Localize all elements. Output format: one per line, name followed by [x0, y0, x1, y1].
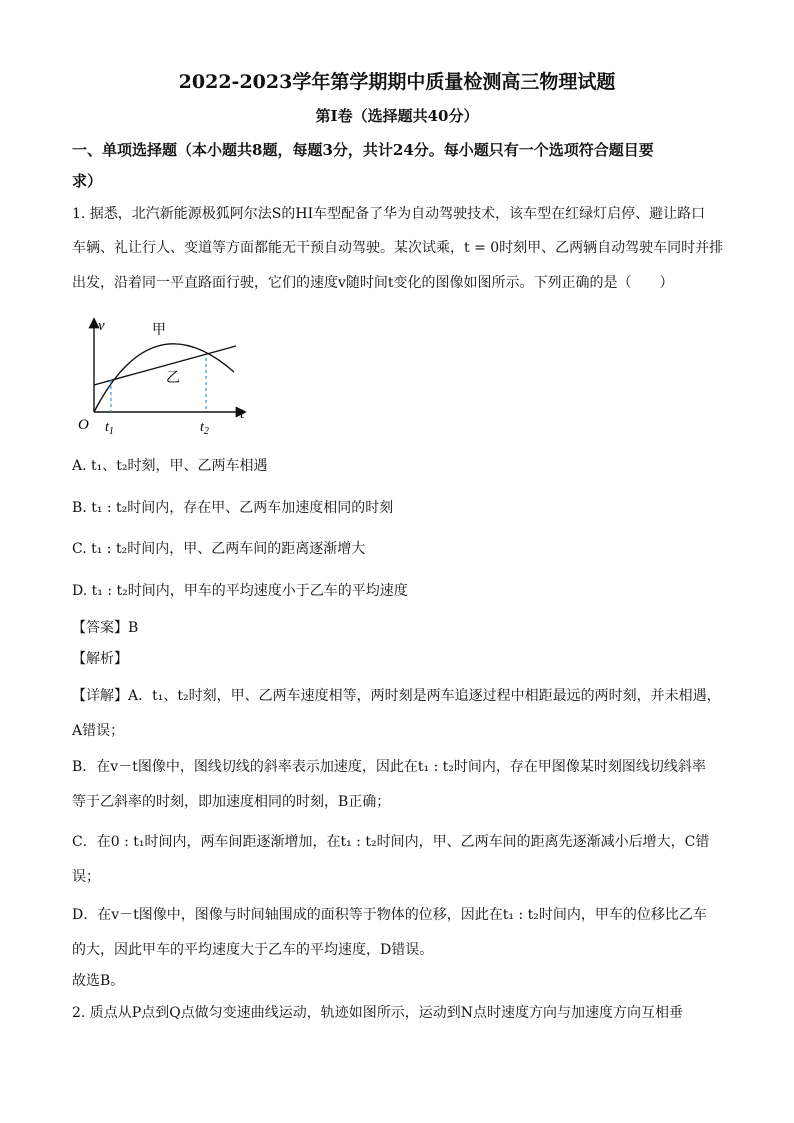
- yi-label: 乙: [166, 371, 180, 386]
- detail-line1: 【详解】A．t₁、t₂时刻，甲、乙两车速度相等，两时刻是两车追逐过程中相距最远的两时刻，并未相遇，: [72, 688, 721, 704]
- detail-line4: 等于乙斜率的时刻，即加速度相同的时刻，B正确；: [72, 794, 391, 810]
- answer-label: 【答案】B: [72, 620, 139, 636]
- t-label: t: [240, 406, 245, 422]
- section-subtitle: 第I卷（选择题共40分）: [315, 107, 479, 125]
- yi-line: [94, 346, 236, 385]
- page-title: 2022-2023学年第学期期中质量检测高三物理试题: [178, 71, 616, 93]
- detail-line3: B．在v－t图像中，图线切线的斜率表示加速度，因此在t₁ : t₂时间内，存在甲图像某时刻图线切线斜率: [72, 759, 706, 775]
- t1-label: $t_1$: [105, 420, 114, 437]
- velocity-time-graph: [74, 310, 264, 440]
- question1-line1: 1. 据悉，北汽新能源极狐阿尔法S的HI车型配备了华为自动驾驶技术，该车型在红绿灯启停、避让路口: [72, 206, 706, 222]
- option-d: D. t₁ : t₂时间内，甲车的平均速度小于乙车的平均速度: [72, 583, 408, 599]
- option-c: C. t₁ : t₂时间内，甲、乙两车间的距离逐渐增大: [72, 541, 366, 557]
- section-heading-line1: 一、单项选择题（本小题共8题，每题3分，共计24分。每小题只有一个选项符合题目要: [72, 141, 654, 159]
- t2-label: $t_2$: [200, 420, 209, 437]
- detail-line5: C．在0 : t₁时间内，两车间距逐渐增加，在t₁ : t₂时间内，甲、乙两车间的距离先逐渐减小后增大，C错: [72, 834, 710, 850]
- origin-label: O: [78, 417, 89, 433]
- analysis-label: 【解析】: [72, 651, 128, 667]
- question1-line2: 车辆、礼让行人、变道等方面都能无干预自动驾驶。某次试乘，t = 0时刻甲、乙两辆自动驾驶车同时并排: [72, 240, 724, 256]
- v-label: v: [98, 318, 105, 334]
- detail-line9: 故选B。: [72, 973, 125, 989]
- question1-line3: 出发，沿着同一平直路面行驶，它们的速度v随时间t变化的图像如图所示。下列正确的是（ ）: [72, 275, 674, 291]
- detail-line6: 误；: [72, 869, 100, 885]
- question2-line1: 2. 质点从P点到Q点做匀变速曲线运动，轨迹如图所示，运动到N点时速度方向与加速度方向互相垂: [72, 1005, 683, 1021]
- detail-line8: 的大，因此甲车的平均速度大于乙车的平均速度，D错误。: [72, 942, 434, 958]
- jia-label: 甲: [152, 323, 166, 338]
- detail-line2: A错误；: [72, 723, 125, 739]
- detail-line7: D．在v－t图像中，图像与时间轴围成的面积等于物体的位移，因此在t₁ : t₂时间内，甲车的位移比乙车: [72, 907, 707, 923]
- option-b: B. t₁ : t₂时间内，存在甲、乙两车加速度相同的时刻: [72, 500, 394, 516]
- section-heading-line2: 求）: [72, 172, 103, 190]
- jia-curve: [94, 344, 234, 412]
- option-a: A. t₁、t₂时刻，甲、乙两车相遇: [72, 458, 268, 474]
